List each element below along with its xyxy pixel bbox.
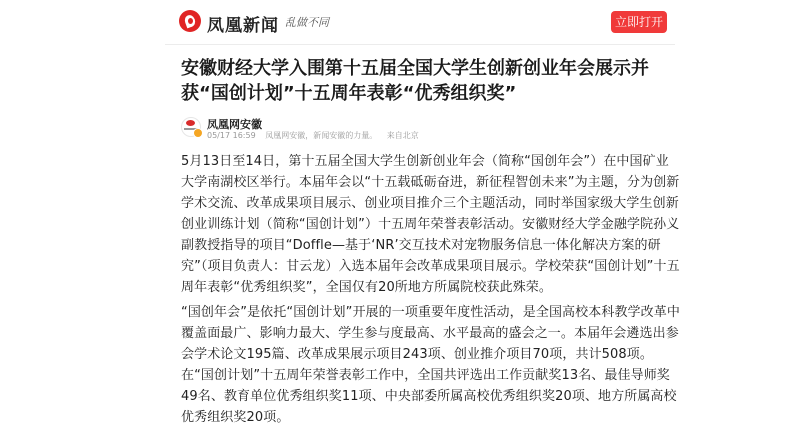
author-name[interactable]: 凤凰网安徽 bbox=[207, 118, 262, 131]
open-app-button[interactable]: 立即打开 bbox=[611, 11, 667, 33]
article-title: 安徽财经大学入围第十五届全国大学生创新创业年会展示并获“国创计划”十五周年表彰“优秀组织奖” bbox=[181, 58, 649, 104]
article-paragraph: “国创年会”是依托“国创计划”开展的一项重要年度性活动，是全国高校本科教学改革中覆盖面最广、影响力最大、学生参与度最高、水平最高的盛会之一。本届年会遴选出参会学术论文195篇、改革成果展示项目243项、创业推介项目70项，共计508项。在“国创计划”十五周年荣誉表彰工作中，全国共评选出工作贡献奖13名、最佳导师奖49名、教育单位优秀组织奖11项、中央部委所属高校优秀组织奖20项、地方所属高校优秀组织奖20项。 bbox=[181, 305, 680, 425]
brand-name[interactable]: 凤凰新闻 bbox=[207, 16, 279, 36]
article-paragraph: 5月13日至14日，第十五届全国大学生创新创业年会（简称“国创年会”）在中国矿业大学南湖校区举行。本届年会以“十五载砥砺奋进，新征程智创未来”为主题，分为创新学术交流、改革成果项目展示、创业项目推介三个主题活动，同时举国家级大学生创新创业训练计划（简称“国创计划”）十五周年荣誉表彰活动。安徽财经大学金融学院孙义副教授指导的项目“Doffle—基于‘NR’交互技术对宠物服务信息一体化解决方案的研究”（项目负责人：甘云龙）入选本届年会改革成果项目展示。学校荣获“国创计划”十五周年表彰“优秀组织奖”，全国仅有20所地方所属院校获此殊荣。 bbox=[181, 154, 680, 295]
source-description: 凤凰网安徽，新闻安徽的力量。 bbox=[265, 131, 378, 140]
phoenix-logo-icon[interactable] bbox=[179, 10, 201, 32]
publish-time: 05/17 16:59 bbox=[207, 131, 256, 140]
location: 来自北京 bbox=[386, 131, 419, 140]
article-meta bbox=[207, 130, 426, 141]
author-row bbox=[181, 117, 681, 141]
top-bar bbox=[165, 0, 675, 45]
verified-badge-icon bbox=[193, 128, 203, 138]
brand-slogan: 乱做不同 bbox=[285, 16, 329, 29]
